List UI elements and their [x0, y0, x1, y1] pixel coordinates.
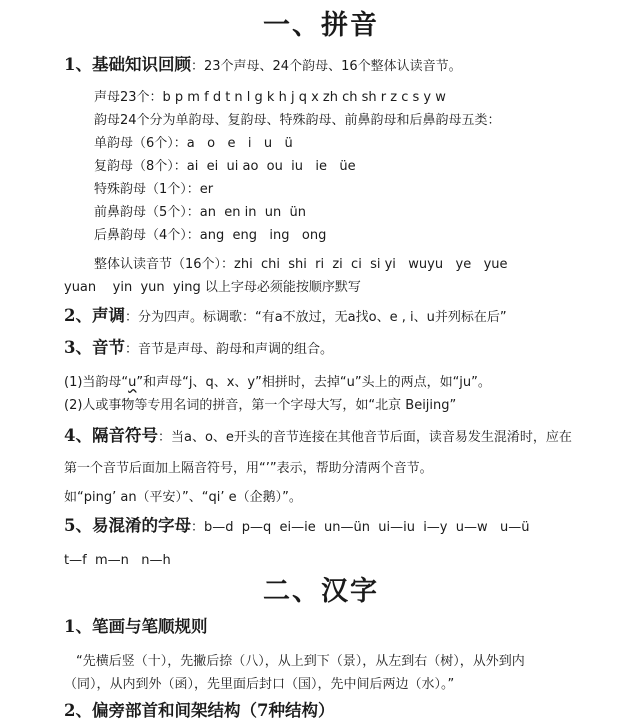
heading-number: 2、	[64, 701, 92, 720]
heading-rest-text: ：b—d p—q ei—ie un—ün ui—iu i—y u—w u—ü	[190, 520, 530, 535]
line-houbi-yunmu: 后鼻韵母（4个）：ang eng ing ong	[94, 228, 327, 243]
heading-rest-text: ：23个声母、24个韵母、16个整体认读音节。	[190, 59, 462, 74]
line-geyin-example: 如“ping’ an（平安）”、“qi’ e（企鹅）”。	[64, 490, 302, 505]
heading-number: 3、	[64, 338, 92, 357]
note-u-letter: u	[128, 375, 137, 390]
section-title-hanzi: 二、汉字	[263, 576, 379, 607]
heading-number: 1、	[64, 55, 92, 74]
note-pre-text: (1)当韵母“	[64, 375, 129, 390]
heading-rest-text: ：分为四声。标调歌：“有a不放过，无a找o、e , i、u并列标在后”	[124, 310, 507, 325]
line-qianbi-yunmu: 前鼻韵母（5个）：an en in un ün	[94, 205, 306, 220]
heading-label: 基础知识回顾	[91, 55, 191, 74]
heading-yinjie	[64, 335, 620, 363]
line-zhengti-2: yuan yin yun ying 以上字母必须能按顺序默写	[64, 280, 361, 295]
heading-label: 隔音符号	[91, 426, 158, 445]
heading-number: 2、	[64, 306, 92, 325]
line-fu-yunmu: 复韵母（8个）：ai ei ui ao ou iu ie üe	[94, 159, 356, 174]
section-title-pinyin: 一、拼音	[263, 10, 379, 41]
note-post-text: ”和声母“j、q、x、y”相拼时，去掉“u”头上的两点，如“ju”。	[136, 375, 491, 390]
note-u-rule	[64, 371, 620, 394]
line-dan-yunmu: 单韵母（6个）：a o e i u ü	[94, 136, 293, 151]
line-stroke-quote-1: “先横后竖（十），先撇后捺（八），从上到下（景），从左到右（树），从外到内	[76, 654, 525, 669]
heading-geyin-fuhao	[64, 423, 620, 451]
heading-rest-text: ：当a、o、e开头的音节连接在其他音节后面，读音易发生混淆时，应在	[157, 430, 572, 445]
heading-basic-knowledge	[64, 52, 620, 80]
line-teshu-yunmu: 特殊韵母（1个）：er	[94, 182, 214, 197]
line-confusable-continuation: t—f m—n n—h	[64, 553, 171, 568]
heading-shengdiao	[64, 303, 620, 331]
heading-label: 音节	[91, 338, 125, 357]
heading-radicals-structure	[64, 698, 620, 726]
line-zhengti-1: 整体认读音节（16个）：zhi chi shi ri zi ci si yi wuyu ye yue	[94, 257, 508, 272]
heading-number: 5、	[64, 516, 92, 535]
heading-number: 4、	[64, 426, 92, 445]
heading-label: 偏旁部首和间架结构（7种结构）	[91, 701, 335, 720]
line-stroke-quote-2: （同），从内到外（函），先里面后封口（国），先中间后两边（水）。”	[64, 677, 455, 692]
line-shengmu: 声母23个：b p m f d t n l g k h j q x zh ch sh r z c s y w	[94, 90, 446, 105]
line-yunmu-intro: 韵母24个分为单韵母、复韵母、特殊韵母、前鼻韵母和后鼻韵母五类：	[94, 113, 501, 128]
heading-number: 1、	[64, 617, 92, 636]
line-geyin-continuation: 第一个音节后面加上隔音符号，用“’”表示，帮助分清两个音节。	[64, 461, 433, 476]
note-capitalization-rule: (2)人或事物等专用名词的拼音，第一个字母大写，如“北京 Beijing”	[64, 398, 457, 413]
heading-label: 笔画与笔顺规则	[91, 617, 208, 636]
heading-label: 声调	[91, 306, 125, 325]
heading-rest-text: ：音节是声母、韵母和声调的组合。	[124, 342, 333, 357]
heading-confusable-letters	[64, 513, 620, 541]
heading-label: 易混淆的字母	[91, 516, 191, 535]
heading-stroke-rules	[64, 614, 620, 642]
